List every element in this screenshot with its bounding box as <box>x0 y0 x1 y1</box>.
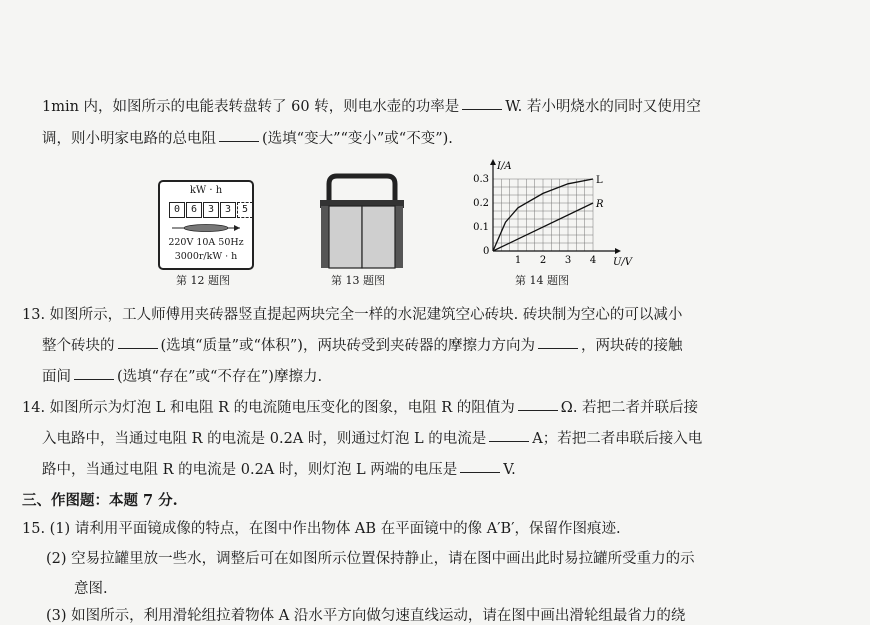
q13-text: ，两块砖的接触 <box>580 338 683 354</box>
y-axis-arrow-icon <box>490 159 496 165</box>
figure-caption-12: 第 12 题图 <box>176 274 230 287</box>
q13-line2 <box>42 334 682 355</box>
q13-line1: 13. 如图所示，工人师傅用夹砖器竖直提起两块完全一样的水泥建筑空心砖块. 砖块制为空心的可以减小 <box>22 307 683 323</box>
q13-text: (选填“存在”或“不存在”)摩擦力. <box>117 369 323 385</box>
meter-unit: kW · h <box>189 185 223 196</box>
figure-caption-13: 第 13 题图 <box>331 274 385 287</box>
q14-text: Ω. 若把二者并联后接 <box>560 400 699 416</box>
x-axis-label: U/V <box>613 257 633 268</box>
x-tick-label: 2 <box>539 255 547 266</box>
q15-part2-cont: 意图. <box>74 581 108 597</box>
figure-caption-14: 第 14 题图 <box>515 274 569 287</box>
q12-line2-text: 调，则小明家电路的总电阻 <box>42 131 216 147</box>
q12-line1-end: W. 若小明烧水的同时又使用空 <box>505 99 701 115</box>
q15-part1: 15. (1) 请利用平面镜成像的特点，在图中作出物体 AB 在平面镜中的像 A′B′，保留作图痕迹. <box>22 521 621 537</box>
brick-clamp-figure <box>317 172 407 272</box>
meter-digit: 3 <box>220 202 236 218</box>
answer-blank[interactable] <box>460 471 500 473</box>
x-axis-arrow-icon <box>615 248 621 254</box>
y-tick-label: 0.1 <box>473 222 489 233</box>
q14-text: 入电路中，当通过电阻 R 的电流是 0.2A 时，则通过灯泡 L 的电流是 <box>42 431 487 447</box>
q14-line1 <box>22 396 698 417</box>
y-tick-label: 0.3 <box>473 174 489 185</box>
series-label-L: L <box>596 175 603 186</box>
q14-line2 <box>42 427 702 448</box>
meter-digit: 0 <box>169 202 185 218</box>
meter-digits <box>169 202 254 218</box>
meter-spec-rating: 220V 10A 50Hz <box>168 237 244 248</box>
q14-line3 <box>42 458 516 479</box>
iu-graph <box>465 156 635 271</box>
y-tick-label: 0.2 <box>473 198 489 209</box>
section-heading: 三、作图题：本题 7 分. <box>22 492 178 509</box>
answer-blank[interactable] <box>118 347 158 349</box>
y-axis-label: I/A <box>497 161 512 172</box>
q14-text: A；若把二者串联后接入电 <box>532 431 703 447</box>
answer-blank[interactable] <box>462 108 502 110</box>
q13-text: 整个砖块的 <box>42 338 115 354</box>
q12-line1-text: 1min 内，如图所示的电能表转盘转了 60 转，则电水壶的功率是 <box>42 99 460 115</box>
q12-line1 <box>42 95 701 116</box>
q14-text: V. <box>503 462 516 478</box>
x-tick-label: 4 <box>589 255 597 266</box>
answer-blank[interactable] <box>74 378 114 380</box>
meter-disc-icon <box>172 223 240 233</box>
meter-digit: 3 <box>203 202 219 218</box>
origin-label: 0 <box>483 246 490 257</box>
meter-spec-constant: 3000r/kW · h <box>174 251 238 262</box>
answer-blank[interactable] <box>518 409 558 411</box>
q13-text: (选填“质量”或“体积”)，两块砖受到夹砖器的摩擦力方向为 <box>160 338 535 354</box>
meter-digit: 6 <box>186 202 202 218</box>
answer-blank[interactable] <box>538 347 578 349</box>
q12-line2 <box>42 127 453 148</box>
answer-blank[interactable] <box>489 440 529 442</box>
q15-part2: (2) 空易拉罐里放一些水，调整后可在如图所示位置保持静止，请在图中画出此时易拉罐所受重力的示 <box>46 551 695 567</box>
q13-line3 <box>42 365 322 386</box>
q12-line2-end: (选填“变大”“变小”或“不变”). <box>262 131 453 147</box>
meter-digit-decimal: 5 <box>237 202 253 218</box>
q14-text: 路中，当通过电阻 R 的电流是 0.2A 时，则灯泡 L 两端的电压是 <box>42 462 458 478</box>
x-tick-label: 3 <box>564 255 572 266</box>
answer-blank[interactable] <box>219 140 259 142</box>
energy-meter-figure <box>158 180 254 270</box>
q13-text: 面间 <box>42 369 71 385</box>
q14-text: 14. 如图所示为灯泡 L 和电阻 R 的电流随电压变化的图象，电阻 R 的阻值为 <box>22 400 515 416</box>
q15-part3: (3) 如图所示，利用滑轮组拉着物体 A 沿水平方向做匀速直线运动，请在图中画出滑轮组最省力的绕 <box>46 608 686 624</box>
series-label-R: R <box>596 199 604 210</box>
x-tick-label: 1 <box>514 255 522 266</box>
